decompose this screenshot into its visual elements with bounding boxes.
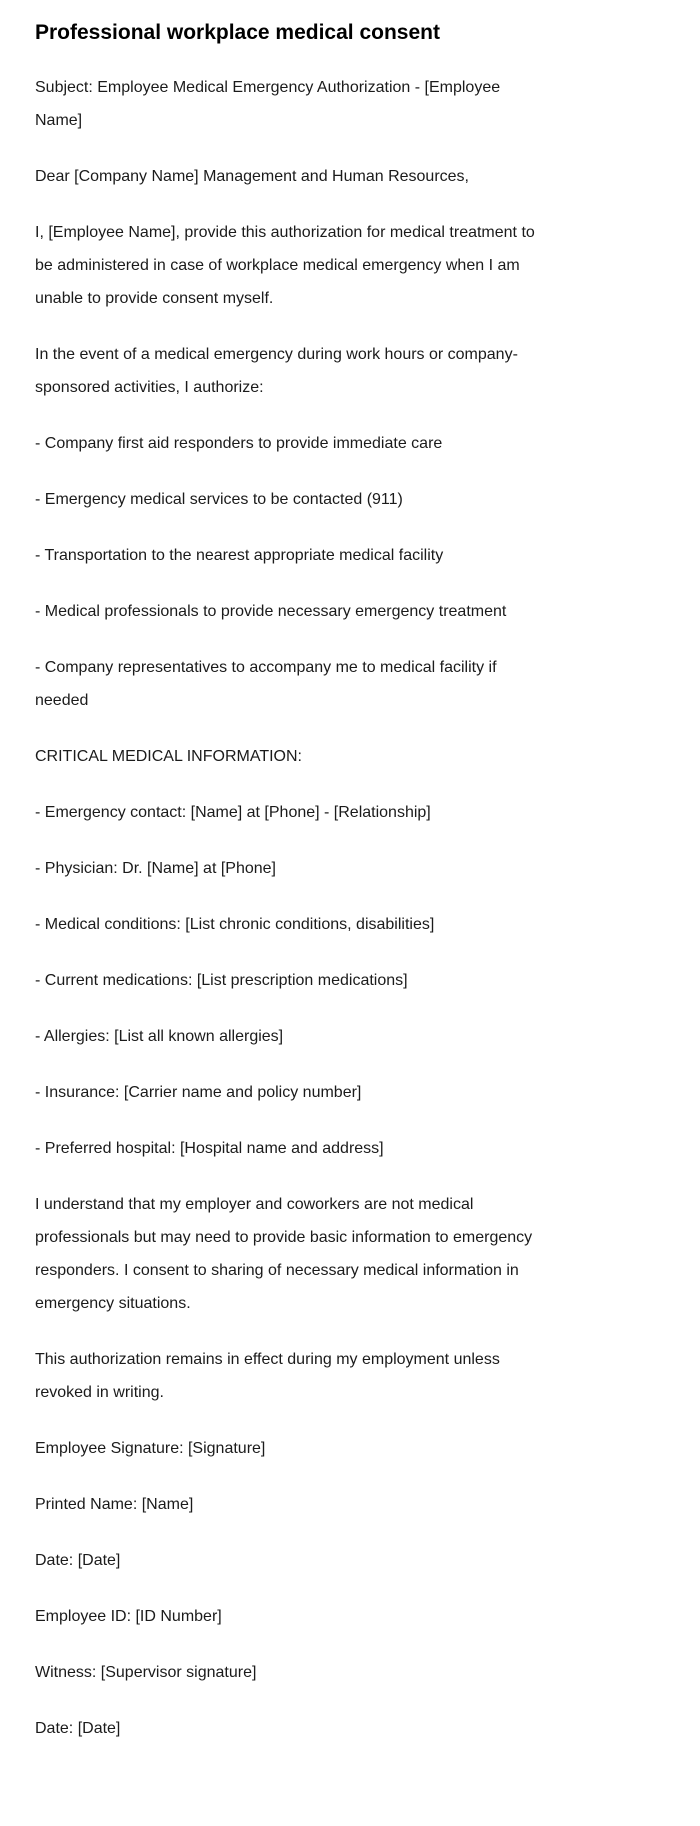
- list-item-emergency-contact: - Emergency contact: [Name] at [Phone] - [Relationship]: [35, 804, 431, 821]
- list-item-current-medications: - Current medications: [List prescription medications]: [35, 972, 408, 989]
- list-item-company-representatives: - Company representatives to accompany me to medical facility if needed: [35, 659, 497, 709]
- field-employee-id: Employee ID: [ID Number]: [35, 1608, 222, 1625]
- list-item-first-aid-responders: - Company first aid responders to provide immediate care: [35, 435, 443, 452]
- field-printed-name: Printed Name: [Name]: [35, 1496, 194, 1513]
- paragraph-emergency-scope: In the event of a medical emergency during work hours or company-sponsored activities, I authorize:: [35, 346, 518, 396]
- document-title: Professional workplace medical consent: [35, 21, 440, 44]
- list-item-allergies: - Allergies: [List all known allergies]: [35, 1028, 284, 1045]
- paragraph-subject: Subject: Employee Medical Emergency Authorization - [Employee Name]: [35, 79, 501, 129]
- list-item-medical-conditions: - Medical conditions: [List chronic conditions, disabilities]: [35, 916, 435, 933]
- document-content: [35, 18, 540, 1745]
- field-date: Date: [Date]: [35, 1552, 121, 1569]
- list-item-medical-professionals: - Medical professionals to provide necessary emergency treatment: [35, 603, 507, 620]
- paragraph-authorization-duration: This authorization remains in effect during my employment unless revoked in writing.: [35, 1351, 500, 1401]
- list-item-preferred-hospital: - Preferred hospital: [Hospital name and address]: [35, 1140, 384, 1157]
- field-witness-date: Date: [Date]: [35, 1720, 121, 1737]
- heading-critical-medical-information: CRITICAL MEDICAL INFORMATION:: [35, 748, 302, 765]
- paragraph-salutation: Dear [Company Name] Management and Human Resources,: [35, 168, 469, 185]
- list-item-insurance: - Insurance: [Carrier name and policy number]: [35, 1084, 362, 1101]
- paragraph-information-sharing-consent: I understand that my employer and coworkers are not medical professionals but may need to provide basic information to emergency responders. I consent to sharing of necessary medical information in emergency situations.: [35, 1196, 533, 1312]
- field-witness: Witness: [Supervisor signature]: [35, 1664, 257, 1681]
- list-item-physician: - Physician: Dr. [Name] at [Phone]: [35, 860, 276, 877]
- list-item-transportation: - Transportation to the nearest appropriate medical facility: [35, 547, 444, 564]
- list-item-emergency-services: - Emergency medical services to be contacted (911): [35, 491, 403, 508]
- paragraph-authorization-intro: I, [Employee Name], provide this authorization for medical treatment to be administered in case of workplace medical emergency when I am unable to provide consent myself.: [35, 224, 535, 307]
- field-employee-signature: Employee Signature: [Signature]: [35, 1440, 266, 1457]
